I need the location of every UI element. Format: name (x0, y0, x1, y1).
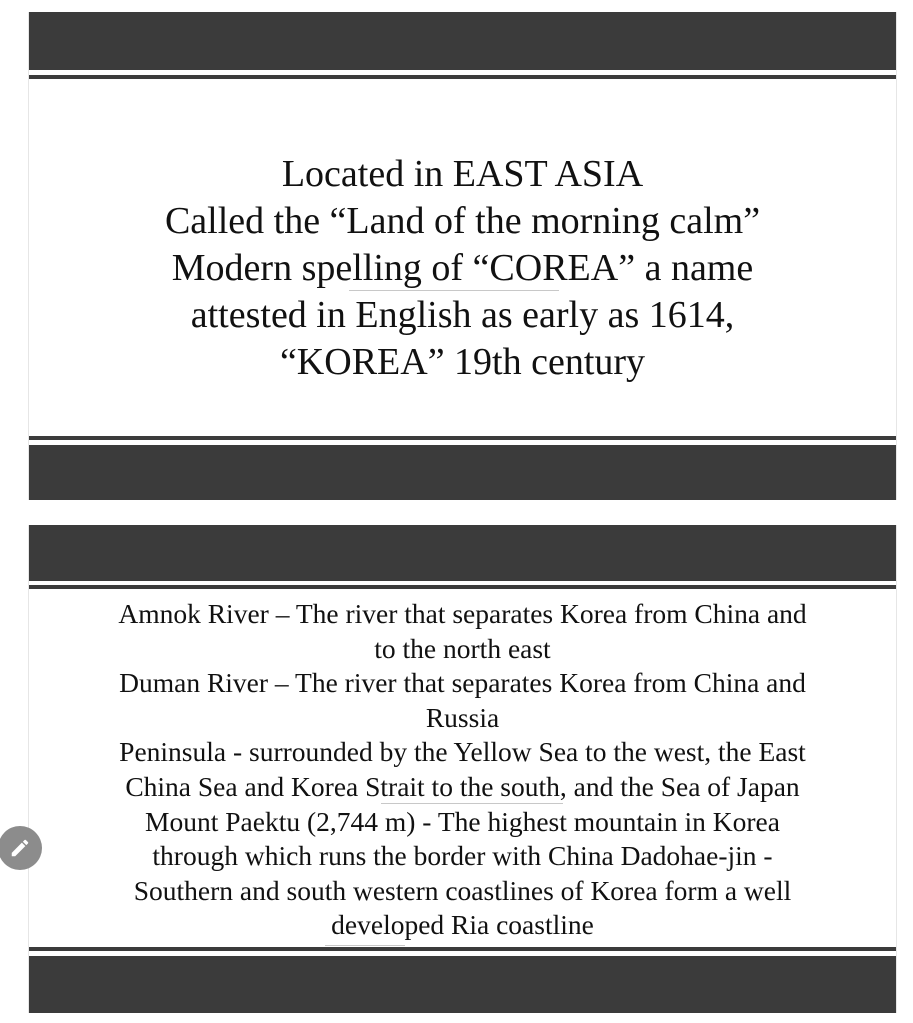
slide-2 (28, 525, 897, 1013)
slide-1 (28, 12, 897, 500)
spellcheck-underline (325, 945, 405, 946)
slide-1-bottom-band (29, 445, 896, 500)
slide-1-bottom-rule (29, 436, 896, 440)
slide-2-text: Amnok River – The river that separates Korea from China and to the north east Duman River – The river that separates Korea from China and Russia Peninsula - surrounded by the Yellow Sea to the west, the East China Sea and Korea Strait to the south, and the Sea of Japan Mount Paektu (2,744 m) - The highest mountain in Korea through which runs the border with China Dadohae-jin - Southern and south western coastlines of Korea form a well developed Ria coastline (118, 598, 807, 941)
slide-2-top-rule (29, 585, 896, 589)
edit-button[interactable] (0, 826, 42, 870)
slide-1-top-rule (29, 75, 896, 79)
spellcheck-underline (349, 290, 559, 291)
slide-2-bottom-band (29, 956, 896, 1013)
pencil-icon (9, 837, 31, 859)
slide-1-top-band (29, 12, 896, 70)
slide-1-text: Located in EAST ASIA Called the “Land of the morning calm” Modern spelling of “COREA” a name attested in English as early as 1614, “KOREA” 19th century (164, 153, 761, 383)
slide-2-top-band (29, 525, 896, 581)
slide-2-bottom-rule (29, 947, 896, 951)
spellcheck-underline (381, 803, 563, 804)
